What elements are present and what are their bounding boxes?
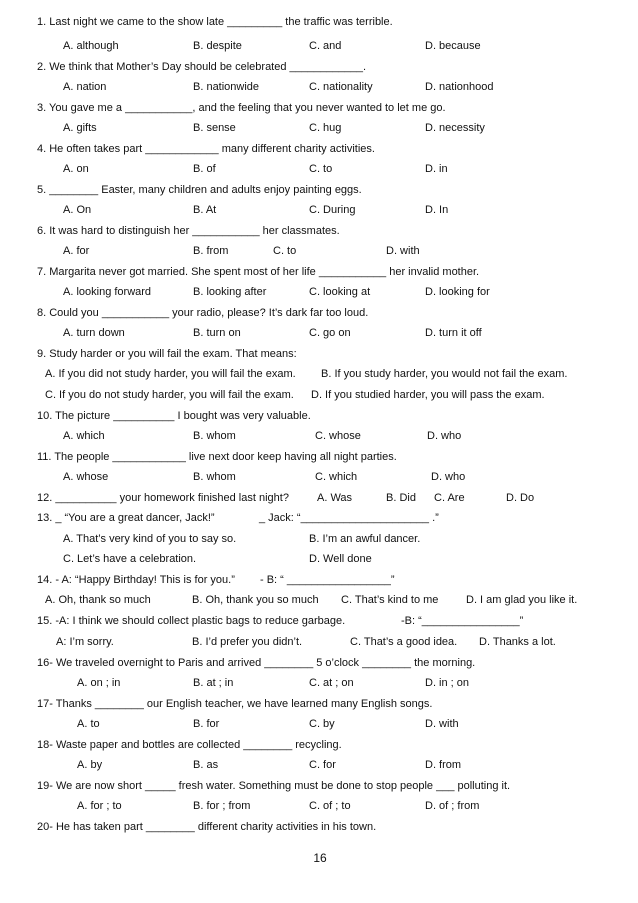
option-d: D. of ; from <box>425 800 480 812</box>
option-b: B. sense <box>193 122 236 134</box>
option-b: B. whom <box>193 430 236 442</box>
option-a: A: I’m sorry. <box>56 636 114 648</box>
question-stem: 11. The people ____________ live next door keep having all night parties. <box>37 451 397 463</box>
question-3-options <box>0 120 638 136</box>
option-a: A. although <box>63 40 119 52</box>
question-stem: 9. Study harder or you will fail the exam. That means: <box>37 348 297 360</box>
question-stem: 16- We traveled overnight to Paris and arrived ________ 5 o’clock ________ the morning. <box>37 657 476 669</box>
option-c: C. nationality <box>309 81 373 93</box>
option-b: B. for ; from <box>193 800 251 812</box>
option-d: D. necessity <box>425 122 485 134</box>
option-b: B. looking after <box>193 286 267 298</box>
question-stem: 13. _ “You are a great dancer, Jack!” <box>37 512 215 524</box>
option-d: D. Thanks a lot. <box>479 636 556 648</box>
question-6 <box>0 223 638 239</box>
question-stem: 6. It was hard to distinguish her ___________ her classmates. <box>37 225 340 237</box>
question-7-options <box>0 284 638 300</box>
option-c: C. hug <box>309 122 342 134</box>
option-b: B. If you study harder, you would not fail the exam. <box>321 368 568 380</box>
question-stem: 7. Margarita never got married. She spent most of her life ___________ her invalid mother. <box>37 266 480 278</box>
option-a: A. whose <box>63 471 109 483</box>
question-11 <box>0 449 638 465</box>
page-number: 16 <box>313 851 327 865</box>
option-b: B. Did <box>386 492 416 504</box>
option-b: B. turn on <box>193 327 241 339</box>
question-11-options <box>0 469 638 485</box>
question-5-options <box>0 202 638 218</box>
option-d: D. with <box>425 718 459 730</box>
question-stem: 8. Could you ___________ your radio, please? It’s dark far too loud. <box>37 307 369 319</box>
question-13-options-row-1 <box>0 531 638 547</box>
question-reply: _ Jack: “_____________________ .” <box>259 512 439 524</box>
option-c: C. looking at <box>309 286 371 298</box>
question-2 <box>0 59 638 75</box>
option-c: C. to <box>309 163 333 175</box>
question-2-options <box>0 79 638 95</box>
question-9-options-row-1 <box>0 366 638 382</box>
option-b: B. nationwide <box>193 81 260 93</box>
option-a: A. Was <box>317 492 353 504</box>
option-a: A. on <box>63 163 89 175</box>
question-18-options <box>0 757 638 773</box>
option-a: A. On <box>63 204 92 216</box>
option-d: D. In <box>425 204 449 216</box>
option-d: D. from <box>425 759 462 771</box>
question-stem: 15. -A: I think we should collect plastic bags to reduce garbage. <box>37 615 346 627</box>
question-17-options <box>0 716 638 732</box>
option-a: A. by <box>77 759 103 771</box>
option-d: D. who <box>427 430 462 442</box>
question-15-options <box>0 634 638 650</box>
option-d: D. who <box>431 471 466 483</box>
question-13 <box>0 510 638 526</box>
option-d: D. Do <box>506 492 535 504</box>
question-8-options <box>0 325 638 341</box>
option-b: B. I’d prefer you didn’t. <box>192 636 303 648</box>
option-a: A. on ; in <box>77 677 121 689</box>
option-b: B. of <box>193 163 216 175</box>
option-c: C. That’s kind to me <box>341 594 439 606</box>
question-16 <box>0 655 638 671</box>
option-d: D. in <box>425 163 448 175</box>
option-b: B. At <box>193 204 217 216</box>
question-8 <box>0 305 638 321</box>
question-stem: 12. __________ your homework finished last night? <box>37 492 289 504</box>
question-stem: 14. - A: “Happy Birthday! This is for you.” <box>37 574 235 586</box>
option-a: A. gifts <box>63 122 97 134</box>
option-b: B. as <box>193 759 219 771</box>
option-b: B. from <box>193 245 229 257</box>
option-c: C. and <box>309 40 342 52</box>
option-d: D. because <box>425 40 481 52</box>
option-a: A. for <box>63 245 90 257</box>
option-a: A. which <box>63 430 105 442</box>
option-d: D. turn it off <box>425 327 482 339</box>
question-stem: 3. You gave me a ___________, and the feeling that you never wanted to let me go. <box>37 102 446 114</box>
option-b: B. I’m an awful dancer. <box>309 533 421 545</box>
question-4-options <box>0 161 638 177</box>
option-c: C. whose <box>315 430 361 442</box>
option-a: A. looking forward <box>63 286 152 298</box>
question-10-options <box>0 428 638 444</box>
question-stem: 5. ________ Easter, many children and adults enjoy painting eggs. <box>37 184 362 196</box>
question-10 <box>0 408 638 424</box>
question-14-options <box>0 592 638 608</box>
option-a: A. If you did not study harder, you will fail the exam. <box>45 368 296 380</box>
option-c: C. which <box>315 471 358 483</box>
question-1 <box>0 14 638 30</box>
option-a: A. That’s very kind of you to say so. <box>63 533 237 545</box>
option-c: C. at ; on <box>309 677 354 689</box>
question-reply: -B: “________________” <box>401 615 524 627</box>
option-a: A. Oh, thank so much <box>45 594 151 606</box>
option-c: C. for <box>309 759 336 771</box>
option-a: A. nation <box>63 81 107 93</box>
question-6-options <box>0 243 638 259</box>
question-stem: 4. He often takes part ____________ many different charity activities. <box>37 143 375 155</box>
question-stem: 20- He has taken part ________ different charity activities in his town. <box>37 821 377 833</box>
option-d: D. nationhood <box>425 81 494 93</box>
option-d: D. in ; on <box>425 677 470 689</box>
question-stem: 2. We think that Mother’s Day should be celebrated ____________. <box>37 61 367 73</box>
question-5 <box>0 182 638 198</box>
option-c: C. to <box>273 245 297 257</box>
option-d: D. If you studied harder, you will pass the exam. <box>311 389 545 401</box>
question-stem: 19- We are now short _____ fresh water. Something must be done to stop people ___ polluting it. <box>37 780 511 792</box>
question-stem: 17- Thanks ________ our English teacher, we have learned many English songs. <box>37 698 433 710</box>
question-3 <box>0 100 638 116</box>
option-a: A. to <box>77 718 100 730</box>
option-b: B. Oh, thank you so much <box>192 594 319 606</box>
option-a: A. turn down <box>63 327 125 339</box>
question-14 <box>0 572 638 588</box>
option-c: C. If you do not study harder, you will fail the exam. <box>45 389 294 401</box>
question-19 <box>0 778 638 794</box>
option-d: D. I am glad you like it. <box>466 594 578 606</box>
question-stem: 18- Waste paper and bottles are collected ________ recycling. <box>37 739 342 751</box>
option-c: C. of ; to <box>309 800 351 812</box>
question-20 <box>0 819 638 835</box>
question-18 <box>0 737 638 753</box>
option-b: B. whom <box>193 471 236 483</box>
option-c: C. by <box>309 718 335 730</box>
option-b: B. despite <box>193 40 242 52</box>
option-d: D. looking for <box>425 286 490 298</box>
option-d: D. with <box>386 245 420 257</box>
question-16-options <box>0 675 638 691</box>
question-19-options <box>0 798 638 814</box>
option-c: C. Let’s have a celebration. <box>63 553 197 565</box>
question-stem: 10. The picture __________ I bought was very valuable. <box>37 410 311 422</box>
option-b: B. for <box>193 718 220 730</box>
option-c: C. That’s a good idea. <box>350 636 458 648</box>
option-c: C. During <box>309 204 356 216</box>
option-d: D. Well done <box>309 553 372 565</box>
option-a: A. for ; to <box>77 800 122 812</box>
question-7 <box>0 264 638 280</box>
question-4 <box>0 141 638 157</box>
option-c: C. Are <box>434 492 465 504</box>
question-17 <box>0 696 638 712</box>
question-15 <box>0 613 638 629</box>
question-reply: - B: “ _________________” <box>260 574 395 586</box>
question-9-options-row-2 <box>0 387 638 403</box>
question-stem: 1. Last night we came to the show late _________ the traffic was terrible. <box>37 16 393 28</box>
question-1-options <box>0 38 638 54</box>
question-12 <box>0 490 638 506</box>
option-c: C. go on <box>309 327 351 339</box>
option-b: B. at ; in <box>193 677 234 689</box>
question-9 <box>0 346 638 362</box>
question-13-options-row-2 <box>0 551 638 567</box>
